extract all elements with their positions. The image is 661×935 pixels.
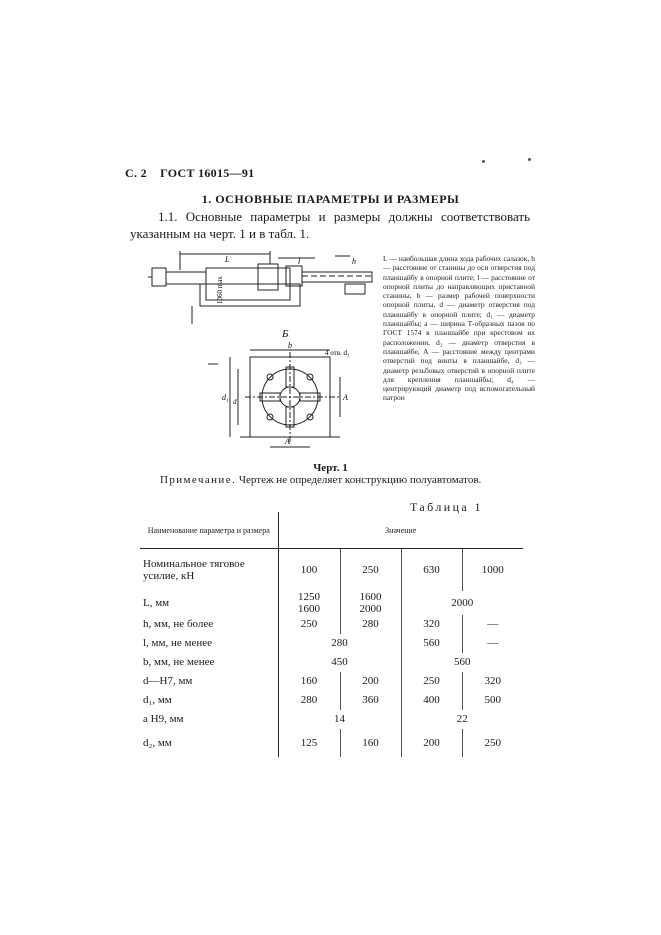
drawing-label-A-vertical: A <box>343 393 348 402</box>
row-name: d—H7, мм <box>140 672 278 691</box>
drawing-label-A: A <box>285 437 290 446</box>
cell: 500 <box>484 694 502 706</box>
row-name: l, мм, не менее <box>140 634 278 653</box>
table-row <box>140 634 523 653</box>
header-value: Значение <box>278 512 523 549</box>
drawing-faceplate-block <box>286 266 302 286</box>
cell: 560 <box>401 634 462 653</box>
scan-speck <box>482 160 485 163</box>
table-caption: Таблица 1 <box>410 500 483 514</box>
cell: 200 <box>401 729 462 757</box>
header-param: Наименование параметра и размера <box>140 512 278 549</box>
standard-number: ГОСТ 16015—91 <box>160 166 255 180</box>
cell: 2000 <box>451 596 474 609</box>
page-number: С. 2 <box>125 166 147 180</box>
drawing-base <box>200 284 300 306</box>
cell: — <box>487 637 499 649</box>
cell: 560 <box>454 656 471 668</box>
scan-speck <box>528 158 531 161</box>
row-name: a H9, мм <box>140 710 278 729</box>
drawing-label-d: d <box>233 398 237 406</box>
drawing-label-b: b <box>288 342 292 350</box>
drawing-label-holes: 4 отв. d₃ <box>325 349 350 357</box>
faceplate-front-view-drawing <box>200 342 375 457</box>
drawing-label-L: L <box>225 255 230 264</box>
cell: 250 <box>278 615 340 634</box>
table-row <box>140 672 523 691</box>
drawing-piston-rod <box>166 272 206 284</box>
cell: 1600 2000 <box>340 591 401 615</box>
cell: 630 <box>401 549 462 591</box>
cell: 160 <box>278 672 340 691</box>
cell: 14 <box>278 710 401 729</box>
cell: — <box>487 618 499 630</box>
table-row <box>140 549 523 591</box>
cell: 200 <box>340 672 401 691</box>
cell: 280 <box>278 634 401 653</box>
cell: 360 <box>340 691 401 710</box>
row-name: d₂, мм <box>140 729 278 757</box>
row-name: Номинальное тяговое усилие, кН <box>143 557 245 582</box>
cell: 400 <box>401 691 462 710</box>
page-header <box>125 166 254 181</box>
drawing-label-1060: 1060 max <box>216 276 224 304</box>
parameters-table <box>140 512 523 757</box>
cell: 280 <box>278 691 340 710</box>
row-name: d₁, мм <box>140 691 278 710</box>
figure-caption: Черт. 1 <box>313 462 348 474</box>
table-row <box>140 691 523 710</box>
cell: 250 <box>401 672 462 691</box>
table-row <box>140 653 523 672</box>
drawing-legend: L — наибольшая длина хода рабочих салазок, h — расстояние от станины до оси отверстия под планшайбу в опорной плите; l — расстояние от опорной плиты до направляющих приставной станины, b — размер рабочей поверхности опорной плиты, d — диаметр отверстия под планшайбу в опорной плите; d₁ — диаметр планшайбы; a — ширина Т-образных пазов по ГОСТ 1574 в планшайбе при крестовом их расположении, d₂ — диаметр отверстия в планшайбе, A — расстояние между центрами отверстий под винты в планшайбе, d₃ — диаметр резьбовых отверстий в опорной плите для крепления планшайбы; d₄ — центрирующий диаметр под вспомогательный патрон <box>383 254 535 403</box>
drawing-label-d1: d₁ <box>222 393 229 402</box>
note-text: Чертеж не определяет конструкцию полуавтоматов. <box>238 474 482 486</box>
table-row <box>140 591 523 615</box>
cell: 1250 1600 <box>278 591 340 615</box>
cell: 1000 <box>481 563 504 576</box>
row-name: b, мм, не менее <box>140 653 278 672</box>
section-paragraph: 1.1. Основные параметры и размеры должны соответствовать указанным на черт. 1 и в табл. 1. <box>130 209 530 241</box>
cell: 100 <box>278 549 340 591</box>
table-header-row <box>140 512 523 549</box>
cell: 125 <box>278 729 340 757</box>
drawing-view-label: Б <box>282 328 289 340</box>
note-label: Примечание. <box>160 474 237 486</box>
drawing-label-h: h <box>352 257 356 266</box>
table-row <box>140 615 523 634</box>
drawing-left-cylinder <box>152 268 166 286</box>
drawing-guide-bed <box>302 272 372 282</box>
cell: 320 <box>484 675 502 687</box>
table-row <box>140 710 523 729</box>
row-name: L, мм <box>140 591 278 615</box>
machine-side-view-drawing <box>140 248 385 326</box>
cell: 160 <box>340 729 401 757</box>
cell: 250 <box>340 549 401 591</box>
drawing-label-l: l <box>298 257 301 266</box>
row-name: h, мм, не более <box>140 615 278 634</box>
table-row <box>140 729 523 757</box>
cell: 280 <box>340 615 401 634</box>
cell: 250 <box>484 736 502 749</box>
section-title: 1. ОСНОВНЫЕ ПАРАМЕТРЫ И РАЗМЕРЫ <box>201 192 460 206</box>
cell: 320 <box>401 615 462 634</box>
cell: 450 <box>278 653 401 672</box>
drawing-guide-slide <box>345 284 365 294</box>
drawing-note <box>160 474 481 486</box>
cell: 22 <box>456 713 468 725</box>
